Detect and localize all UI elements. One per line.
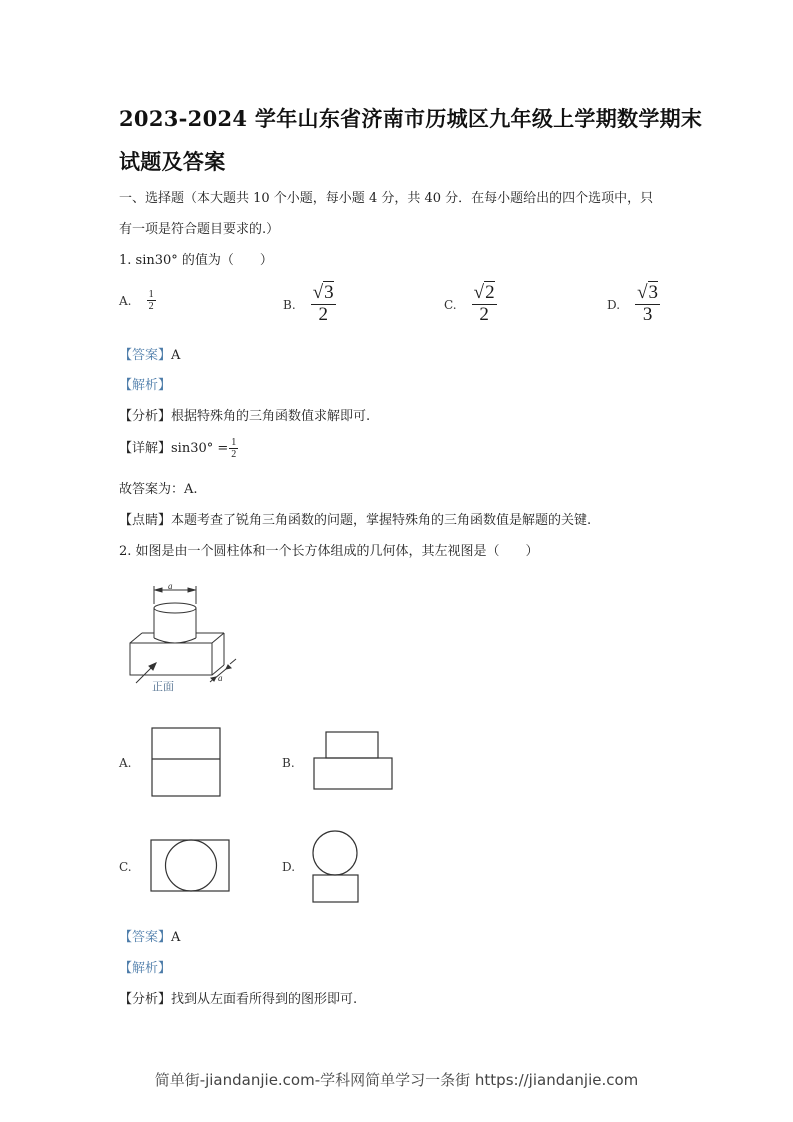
radicand: 2 [485, 282, 495, 303]
question-1-answer [119, 344, 180, 363]
numerator [472, 283, 497, 305]
answer-tag: 【答案】 [119, 930, 172, 945]
question-1-conclusion: 故答案为：A. [119, 482, 198, 497]
question-1-fenxi [119, 405, 370, 424]
fenxi-text: 根据特殊角的三角函数值求解即可. [171, 409, 371, 424]
question-1-comment [119, 509, 591, 528]
detail-text: sin30° = [171, 441, 229, 456]
analysis-tag: 【解析】 [119, 378, 172, 393]
question-2-option-c-label: C. [119, 860, 132, 874]
fraction [229, 437, 238, 460]
question-2-option-b-label: B. [282, 756, 295, 770]
question-2-option-a-figure [151, 727, 223, 799]
document-title-line-2: 试题及答案 [119, 149, 226, 174]
footer-watermark: 简单街-jiandanjie.com-学科网简单学习一条街 https://jiandanjie.com [154, 1071, 639, 1089]
option-label: A. [119, 294, 132, 308]
dimension-label-top: a [168, 581, 173, 591]
question-2-answer [119, 926, 180, 945]
sqrt-icon: √3 [637, 282, 659, 303]
question-1-option-a [119, 289, 156, 312]
question-2-figure [118, 578, 248, 693]
section-intro-line-1: 一、选择题（本大题共 10 个小题，每小题 4 分，共 40 分．在每小题给出的四个选项中，只 [119, 191, 654, 206]
question-2-option-d-figure [312, 830, 362, 904]
denominator: 3 [642, 303, 653, 325]
question-1-stem: 1. sin30° 的值为（ ） [119, 253, 273, 268]
fenxi-tag: 【分析】 [119, 992, 172, 1007]
numerator [311, 283, 336, 305]
comment-tag: 【点睛】 [119, 513, 172, 528]
numerator: 1 [148, 289, 154, 300]
denominator: 2 [148, 301, 154, 312]
question-1-option-b [283, 283, 336, 326]
sqrt-icon: √3 [312, 282, 334, 303]
option-label: D. [607, 297, 621, 312]
question-2-option-c-figure [150, 839, 232, 895]
numerator: 1 [231, 437, 237, 448]
sqrt-icon: √2 [473, 282, 495, 303]
radicand: 3 [648, 282, 659, 303]
analysis-tag: 【解析】 [119, 961, 172, 976]
cylinder-cuboid-figure-icon [118, 578, 248, 693]
question-2-analysis-heading [119, 957, 171, 976]
question-2-option-d-label: D. [282, 860, 296, 874]
question-1-option-c [444, 283, 497, 326]
fenxi-tag: 【分析】 [119, 409, 172, 424]
comment-text: 本题考查了锐角三角函数的问题，掌握特殊角的三角函数值是解题的关键. [171, 513, 592, 528]
detail-tag: 【详解】 [119, 441, 172, 456]
question-1-detail [119, 437, 238, 460]
question-1-analysis-heading [119, 374, 171, 393]
fenxi-text: 找到从左面看所得到的图形即可. [171, 992, 358, 1007]
fraction [472, 283, 497, 326]
dimension-label-side: a [218, 673, 223, 683]
radicand: 3 [324, 282, 334, 303]
option-label: B. [283, 297, 296, 312]
answer-tag: 【答案】 [119, 348, 172, 363]
question-1-option-d [607, 283, 660, 326]
question-2-option-b-figure [313, 731, 395, 793]
question-2-stem: 2. 如图是由一个圆柱体和一个长方体组成的几何体，其左视图是（ ） [119, 544, 539, 559]
denominator: 2 [231, 449, 237, 460]
answer-value: A [171, 930, 181, 945]
fraction [311, 283, 336, 326]
section-intro-line-2: 有一项是符合题目要求的.） [119, 222, 280, 237]
fraction [635, 283, 660, 326]
option-label: C. [444, 297, 457, 312]
denominator: 2 [318, 303, 328, 325]
question-2-fenxi [119, 988, 357, 1007]
front-label: 正面 [152, 680, 174, 693]
document-title-line-1: 2023-2024 学年山东省济南市历城区九年级上学期数学期末 [119, 106, 703, 131]
numerator [635, 283, 660, 305]
denominator: 2 [479, 303, 489, 325]
question-2-option-a-label: A. [119, 756, 132, 770]
fraction [147, 289, 156, 312]
answer-value: A [171, 348, 181, 363]
